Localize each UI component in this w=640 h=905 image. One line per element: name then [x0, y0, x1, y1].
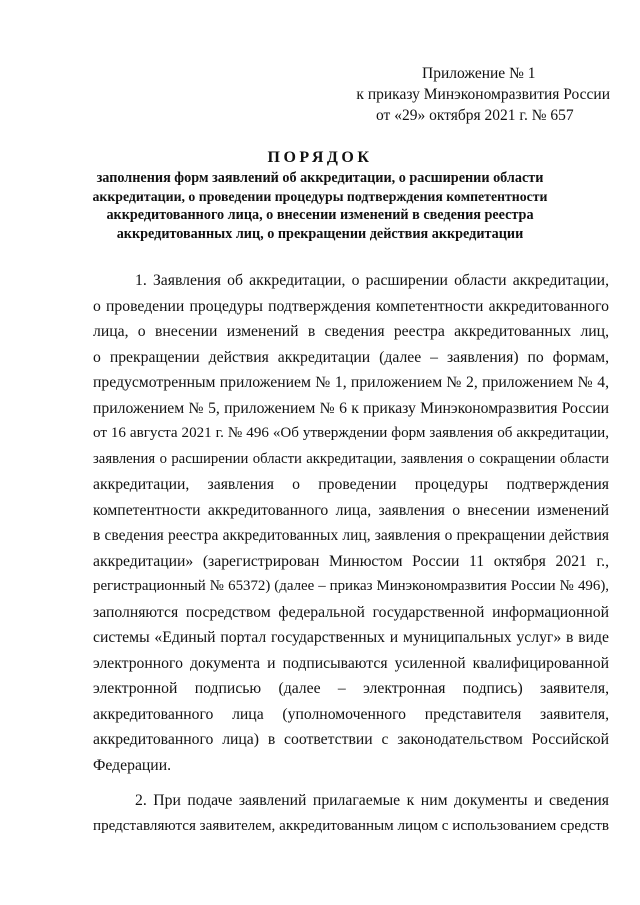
paragraph-1: [93, 268, 609, 778]
document-title: ПОРЯДОК: [267, 149, 373, 166]
text-line: 1. Заявления об аккредитации, о расширении области аккредитации,: [135, 272, 609, 289]
heading-line: аккредитованных лиц, о прекращении действия аккредитации: [116, 225, 524, 242]
text-line: лица, о внесении изменений в сведения реестра аккредитованных лиц,: [93, 323, 609, 340]
paragraph-gap: [93, 778, 609, 788]
text-line: заполняются посредством федеральной государственной информационной: [93, 603, 609, 621]
text-line: приложением № 5, приложением № 6 к приказу Минэкономразвития России: [93, 399, 609, 417]
annex-number: Приложение № 1: [422, 65, 536, 82]
heading-line: заполнения форм заявлений об аккредитации, о расширении области: [96, 170, 544, 186]
text-line: 2. При подаче заявлений прилагаемые к ним документы и сведения: [135, 792, 609, 809]
annex-order-ref: к приказу Минэкономразвития России: [356, 86, 610, 103]
text-line: электронной подписью (далее – электронная подпись) заявителя,: [93, 680, 609, 697]
heading-line: аккредитации, о проведении процедуры подтверждения компетентности: [92, 188, 548, 204]
text-line: от 16 августа 2021 г. № 496 «Об утверждении форм заявления об аккредитации,: [93, 425, 609, 441]
text-line: предусмотренным приложением № 1, приложением № 2, приложением № 4,: [93, 374, 609, 391]
text-line: компетентности аккредитованного лица, заявления о внесении изменений: [93, 501, 609, 519]
text-line: аккредитации» (зарегистрирован Минюстом России 11 октября 2021 г.,: [93, 552, 609, 570]
text-line: электронного документа и подписываются усиленной квалифицированной: [93, 654, 609, 672]
text-line: аккредитованного лица (уполномоченного представителя заявителя,: [93, 705, 609, 723]
document-heading: [90, 147, 550, 243]
annex-order-date: от «29» октября 2021 г. № 657: [376, 107, 574, 124]
text-line: системы «Единый портал государственных и муниципальных услуг» в виде: [93, 629, 609, 646]
text-line: о прекращении действия аккредитации (далее – заявления) по формам,: [93, 348, 609, 366]
paragraph-2: [93, 788, 609, 839]
text-line: аккредитации, заявления о проведении процедуры подтверждения: [93, 476, 609, 493]
text-line: аккредитованного лица) в соответствии с законодательством Российской: [93, 731, 609, 748]
text-line: заявления о расширении области аккредитации, заявления о сокращении области: [93, 450, 609, 467]
text-line: в сведения реестра аккредитованных лиц, заявления о прекращении действия: [93, 527, 609, 544]
text-line: представляются заявителем, аккредитованным лицом с использованием средств: [93, 817, 609, 834]
text-line: регистрационный № 65372) (далее – приказ Минэкономразвития России № 496),: [93, 578, 609, 594]
annex-block: [340, 63, 610, 126]
text-line: Федерации.: [93, 756, 172, 774]
text-line: о проведении процедуры подтверждения компетентности аккредитованного: [93, 297, 609, 315]
heading-line: аккредитованного лица, о внесении изменений в сведения реестра: [106, 207, 534, 223]
body-text: [93, 268, 609, 839]
